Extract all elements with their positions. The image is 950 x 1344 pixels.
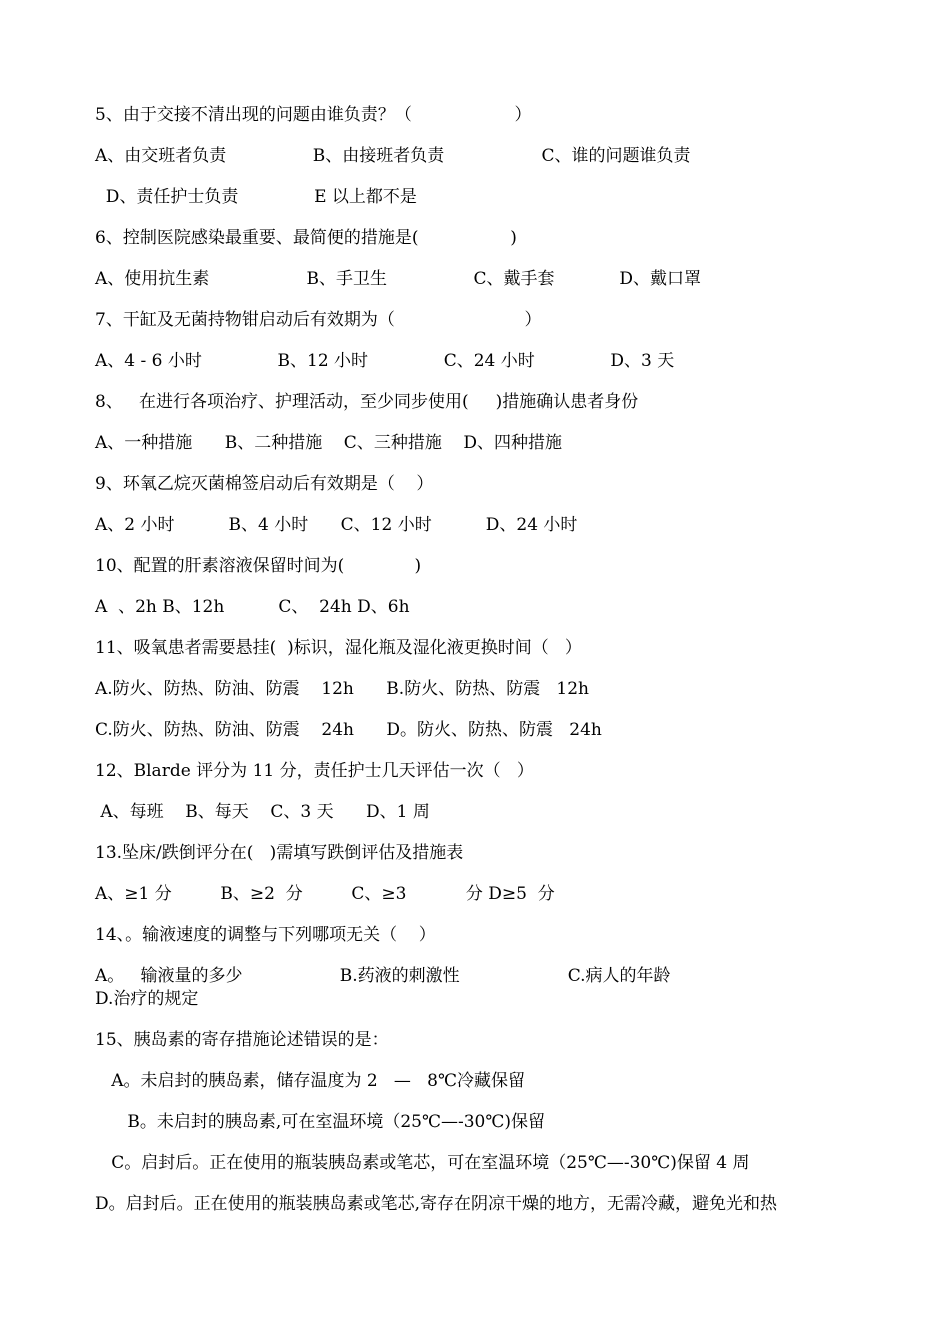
question-9-options: A、2 小时 B、4 小时 C、12 小时 D、24 小时	[95, 515, 578, 535]
question-13-options: A、≥1 分 B、≥2 分 C、≥3 分 D≥5 分	[95, 884, 555, 904]
question-11: 11、吸氧患者需要悬挂( )标识，湿化瓶及湿化液更换时间（ ）	[95, 638, 582, 658]
question-5-options-2: D、责任护士负责 E 以上都不是	[95, 187, 417, 207]
question-15: 15、胰岛素的寄存措施论述错误的是：	[95, 1030, 389, 1050]
question-15-option-a: A。未启封的胰岛素，储存温度为 2 — 8℃冷藏保留	[95, 1071, 525, 1091]
question-15-option-b: B。未启封的胰岛素,可在室温环境（25℃—-30℃)保留	[95, 1112, 545, 1132]
question-10-options: A 、2h B、12h C、 24h D、6h	[95, 597, 410, 617]
question-9: 9、环氧乙烷灭菌棉签启动后有效期是（ ）	[95, 474, 434, 494]
question-14-options-2: D.治疗的规定	[95, 989, 199, 1009]
question-7: 7、干缸及无菌持物钳启动后有效期为（ ）	[95, 310, 542, 330]
question-13: 13.坠床/跌倒评分在( )需填写跌倒评估及措施表	[95, 843, 464, 863]
question-10: 10、配置的肝素溶液保留时间为( )	[95, 556, 422, 576]
question-7-options: A、4 - 6 小时 B、12 小时 C、24 小时 D、3 天	[95, 351, 675, 371]
question-8-options: A、一种措施 B、二种措施 C、三种措施 D、四种措施	[95, 433, 563, 453]
question-11-options-1: A.防火、防热、防油、防震 12h B.防火、防热、防震 12h	[95, 679, 589, 699]
question-6-options: A、使用抗生素 B、手卫生 C、戴手套 D、戴口罩	[95, 269, 701, 289]
question-14: 14、。输液速度的调整与下列哪项无关（ ）	[95, 925, 436, 945]
question-5: 5、由于交接不清出现的问题由谁负责？（ ）	[95, 105, 532, 125]
question-15-option-c: C。启封后。正在使用的瓶装胰岛素或笔芯，可在室温环境（25℃—-30℃)保留 4 周	[95, 1153, 750, 1173]
question-11-options-2: C.防火、防热、防油、防震 24h D。防火、防热、防震 24h	[95, 720, 602, 740]
question-8: 8、 在进行各项治疗、护理活动，至少同步使用( )措施确认患者身份	[95, 392, 639, 412]
question-12: 12、Blarde 评分为 11 分，责任护士几天评估一次（ ）	[95, 761, 534, 781]
question-14-options-1: A。 输液量的多少 B.药液的刺激性 C.病人的年龄	[95, 966, 671, 986]
question-15-option-d: D。启封后。正在使用的瓶装胰岛素或笔芯,寄存在阴凉干燥的地方，无需冷藏，避免光和热	[95, 1194, 778, 1214]
question-5-options-1: A、由交班者负责 B、由接班者负责 C、谁的问题谁负责	[95, 146, 691, 166]
question-12-options: A、每班 B、每天 C、3 天 D、1 周	[95, 802, 430, 822]
question-6: 6、控制医院感染最重要、最简便的措施是( )	[95, 228, 517, 248]
